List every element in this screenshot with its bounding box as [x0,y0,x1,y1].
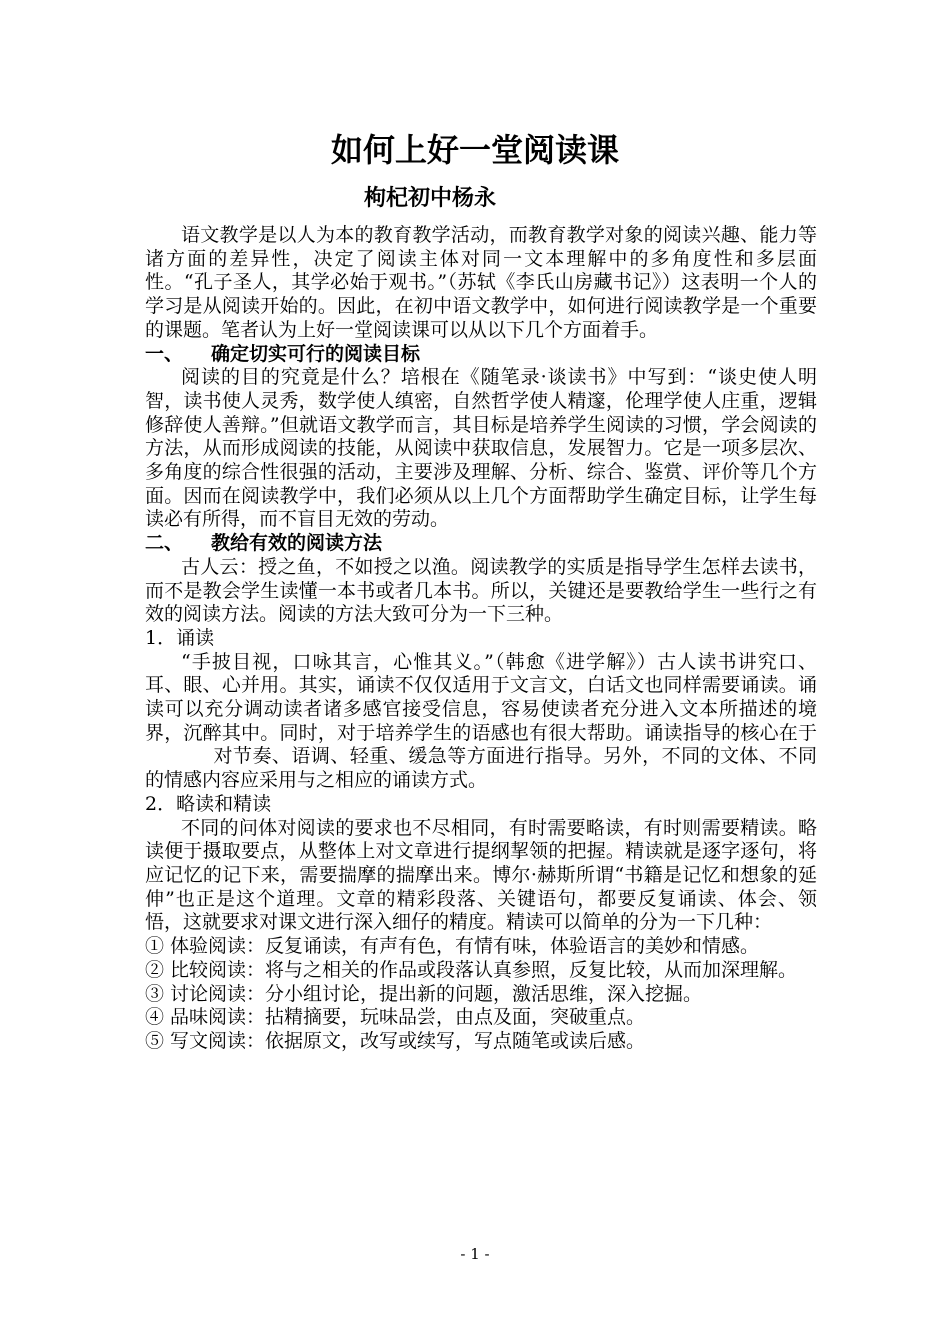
section-heading-1 [145,343,817,367]
list-item: ② 比较阅读：将与之相关的作品或段落认真参照，反复比较，从而加深理解。 [145,958,798,981]
document-body [145,224,817,1054]
page-number: - 1 - [460,1245,490,1263]
method-label-1: 1．诵读 [145,626,215,649]
method-body-1a: “手披目视，口咏其言，心惟其义。”（韩愈《进学解》）古人读书讲究口、耳、眼、心并用。其实，诵读不仅仅适用于文言文，白话文也同样需要诵读。诵读可以充分调动读者诸多感官接受信息，容易使读者充分进入文本所描述的境界，沉醉其中。同时，对于培养学生的语感也有很大帮助。诵读指导的核心在于 [145,650,817,744]
method-body-2: 不同的问体对阅读的要求也不尽相同，有时需要略读，有时则需要精读。略读便于摄取要点，从整体上对文章进行提纲挈领的把握。精读就是逐字逐句，将应记忆的记下来，需要揣摩的揣摩出来。博尔·赫斯所谓“书籍是记忆和想象的延伸”也正是这个道理。文章的精彩段落、关键语句，都要反复诵读、体会、领悟，这就要求对课文进行深入细仔的精度。精读可以简单的分为一下几种： [145,816,817,934]
list-item: ③ 讨论阅读：分小组讨论，提出新的问题，激活思维，深入挖掘。 [145,982,703,1005]
page-title: 如何上好一堂阅读课 [330,131,619,169]
method-body-1 [145,651,817,793]
intro-paragraph: 语文教学是以人为本的教育教学活动，而教育教学对象的阅读兴趣、能力等诸方面的差异性，决定了阅读主体对同一文本理解中的多角度性和多层面性。“孔子圣人，其学必始于观书。”（苏轼《李氏山房藏书记》）这表明一个人的学习是从阅读开始的。因此，在初中语文教学中，如何进行阅读教学是一个重要的课题。笔者认为上好一堂阅读课可以从以下几个方面着手。 [145,224,817,341]
method-label-2: 2．略读和精读 [145,792,272,815]
author-line: 枸杞初中杨永 [363,186,496,211]
method-body-1b: 对节奏、语调、轻重、缓急等方面进行指导。另外，不同的文体、不同的情感内容应采用与之相应的诵读方式。 [145,745,817,792]
list-item: ⑤ 写文阅读：依据原文，改写或续写，写点随笔或读后感。 [145,1029,646,1052]
section-heading-2 [145,532,817,556]
section-title-2: 教给有效的阅读方法 [211,532,383,555]
section-title-1: 确定切实可行的阅读目标 [211,342,421,365]
section-number-1: 一、 [145,342,184,365]
list-item: ① 体验阅读：反复诵读，有声有色，有情有味，体验语言的美妙和情感。 [145,935,760,958]
section-body-1: 阅读的目的究竟是什么？培根在《随笔录·谈读书》中写到：“谈史使人明智，读书使人灵秀，数学使人缜密，自然哲学使人精邃，伦理学使人庄重，逻辑修辞使人善辩。”但就语文教学而言，其目标是培养学生阅读的习惯，学会阅读的方法，从而形成阅读的技能，从阅读中获取信息，发展智力。它是一项多层次、多角度的综合性很强的活动，主要涉及理解、分析、综合、鉴赏、评价等几个方面。因而在阅读教学中，我们必须从以上几个方面帮助学生确定目标，让学生每读必有所得，而不盲目无效的劳动。 [145,366,817,531]
list-item: ④ 品味阅读：拈精摘要，玩味品尝，由点及面，突破重点。 [145,1006,646,1029]
section-number-2: 二、 [145,532,184,555]
section-body-2: 古人云：授之鱼，不如授之以渔。阅读教学的实质是指导学生怎样去读书，而不是教会学生读懂一本书或者几本书。所以，关键还是要教给学生一些行之有效的阅读方法。阅读的方法大致可分为一下三种。 [145,555,817,626]
